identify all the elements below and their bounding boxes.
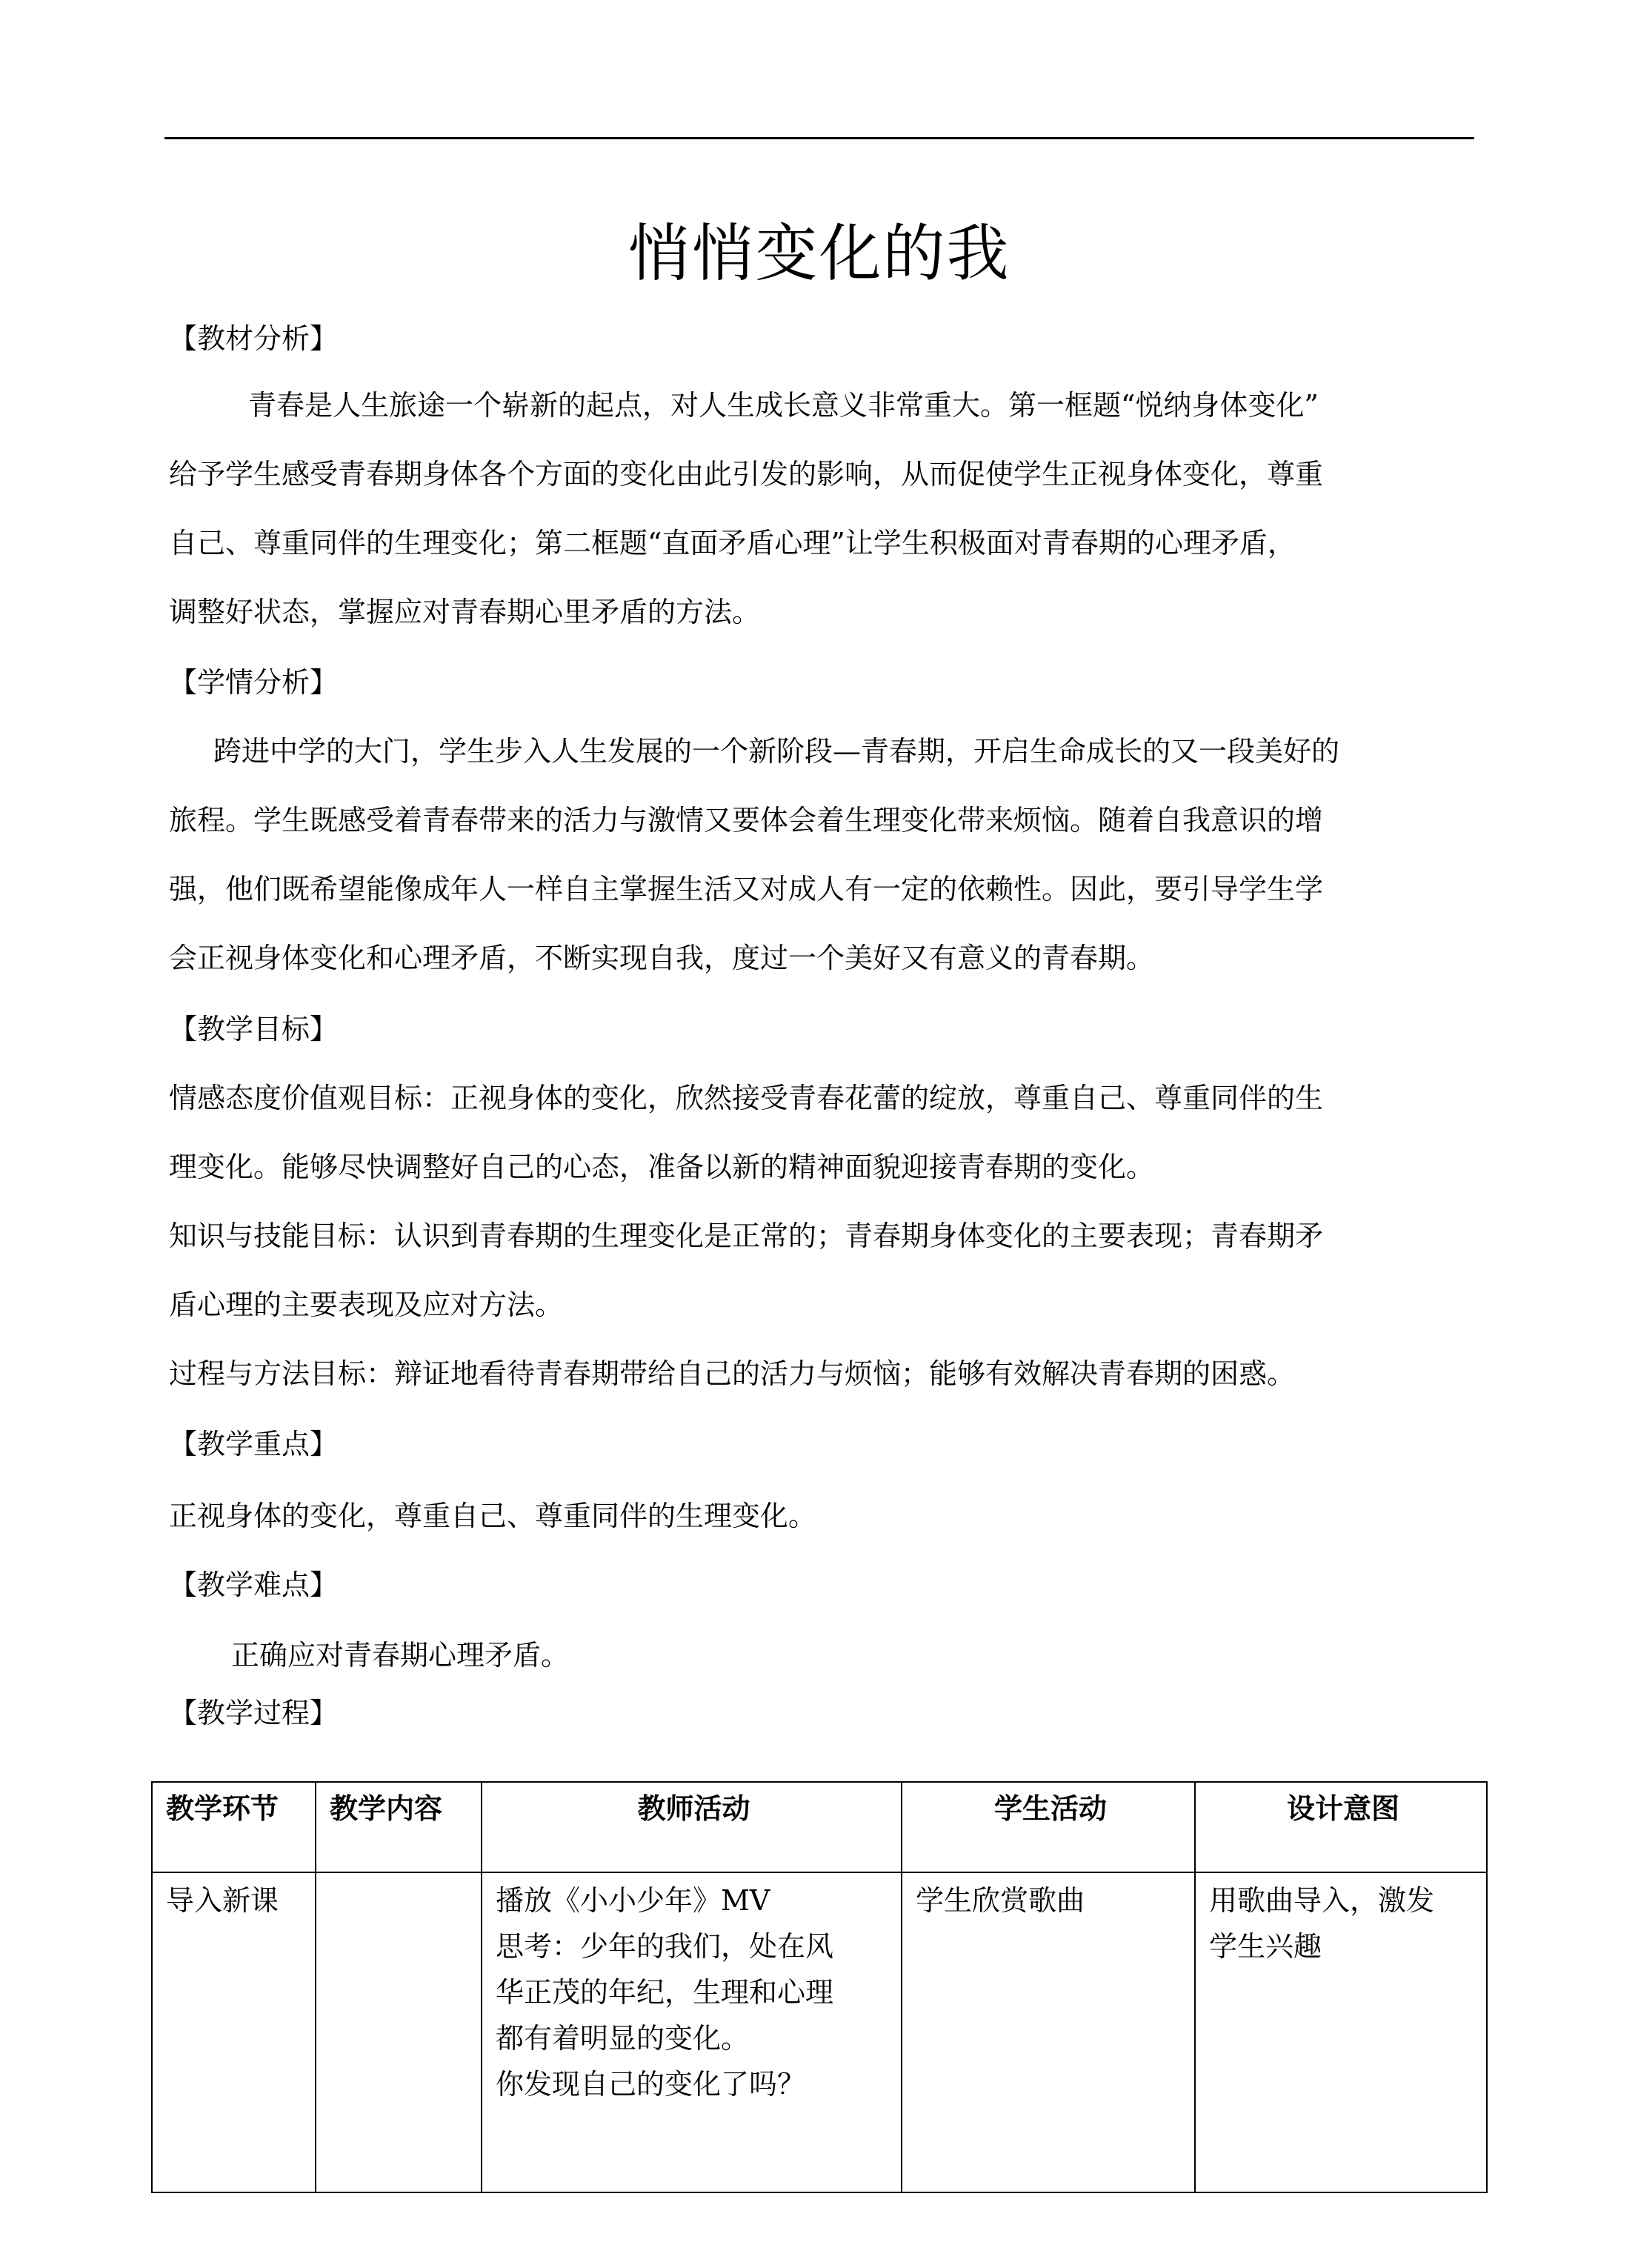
cell-stage	[152, 1872, 316, 2192]
cell-teacher-line-4: 都有着明显的变化。	[496, 2022, 750, 2055]
goals-line-2: 理变化。能够尽快调整好自己的心态，准备以新的精神面貌迎接青春期的变化。	[169, 1151, 1155, 1183]
cell-teacher	[482, 1872, 902, 2192]
cell-stage-text: 导入新课	[166, 1884, 279, 1917]
page-title: 悄悄变化的我	[627, 217, 1011, 290]
table-header-intent: 设计意图	[1195, 1782, 1487, 1872]
materials-line-2: 给予学生感受青春期身体各个方面的变化由此引发的影响，从而促使学生正视身体变化，尊重	[169, 458, 1324, 490]
goals-line-4: 盾心理的主要表现及应对方法。	[169, 1288, 564, 1321]
students-heading: 【学情分析】	[169, 666, 339, 699]
cell-intent-line-2: 学生兴趣	[1209, 1930, 1322, 1963]
table-header-row	[152, 1782, 1487, 1872]
goals-line-1: 情感态度价值观目标：正视身体的变化，欣然接受青春花蕾的绽放，尊重自己、尊重同伴的生	[169, 1082, 1324, 1114]
students-line-3: 强，他们既希望能像成年人一样自主掌握生活又对成人有一定的依赖性。因此，要引导学生学	[169, 873, 1324, 905]
cell-teacher-line-1: 播放《小小少年》MV	[496, 1884, 770, 1917]
cell-student	[902, 1872, 1195, 2192]
process-heading: 【教学过程】	[169, 1697, 339, 1729]
cell-teacher-line-5: 你发现自己的变化了吗？	[496, 2068, 806, 2101]
materials-heading: 【教材分析】	[169, 322, 339, 355]
header-rule	[164, 137, 1474, 139]
materials-line-1: 青春是人生旅途一个崭新的起点，对人生成长意义非常重大。第一框题“悦纳身体变化”	[248, 389, 1319, 422]
cell-content	[316, 1872, 482, 2192]
table-header-student: 学生活动	[902, 1782, 1195, 1872]
table-header-content: 教学内容	[316, 1782, 482, 1872]
process-table	[151, 1781, 1488, 2193]
students-line-1: 跨进中学的大门，学生步入人生发展的一个新阶段—青春期，开启生命成长的又一段美好的	[213, 735, 1340, 768]
cell-intent-line-1: 用歌曲导入，激发	[1209, 1884, 1435, 1917]
materials-line-3: 自己、尊重同伴的生理变化；第二框题“直面矛盾心理”让学生积极面对青春期的心理矛盾，	[169, 527, 1296, 559]
goals-line-5: 过程与方法目标：辩证地看待青春期带给自己的活力与烦恼；能够有效解决青春期的困惑。	[169, 1357, 1296, 1390]
key-point-text: 正视身体的变化，尊重自己、尊重同伴的生理变化。	[169, 1500, 817, 1532]
cell-teacher-line-2: 思考：少年的我们，处在风	[496, 1930, 834, 1963]
table-row	[152, 1872, 1487, 2192]
table-header-teacher: 教师活动	[482, 1782, 902, 1872]
table-header-stage: 教学环节	[152, 1782, 316, 1872]
key-point-heading: 【教学重点】	[169, 1428, 339, 1460]
students-line-4: 会正视身体变化和心理矛盾，不断实现自我，度过一个美好又有意义的青春期。	[169, 942, 1155, 974]
goals-line-3: 知识与技能目标：认识到青春期的生理变化是正常的；青春期身体变化的主要表现；青春期矛	[169, 1220, 1324, 1252]
goals-heading: 【教学目标】	[169, 1013, 339, 1045]
difficulty-text: 正确应对青春期心理矛盾。	[231, 1639, 570, 1672]
cell-teacher-line-3: 华正茂的年纪，生理和心理	[496, 1976, 834, 2009]
cell-intent	[1195, 1872, 1487, 2192]
materials-line-4: 调整好状态，掌握应对青春期心里矛盾的方法。	[169, 596, 761, 628]
students-line-2: 旅程。学生既感受着青春带来的活力与激情又要体会着生理变化带来烦恼。随着自我意识的增	[169, 804, 1324, 837]
difficulty-heading: 【教学难点】	[169, 1569, 339, 1601]
cell-student-text: 学生欣赏歌曲	[916, 1884, 1085, 1917]
